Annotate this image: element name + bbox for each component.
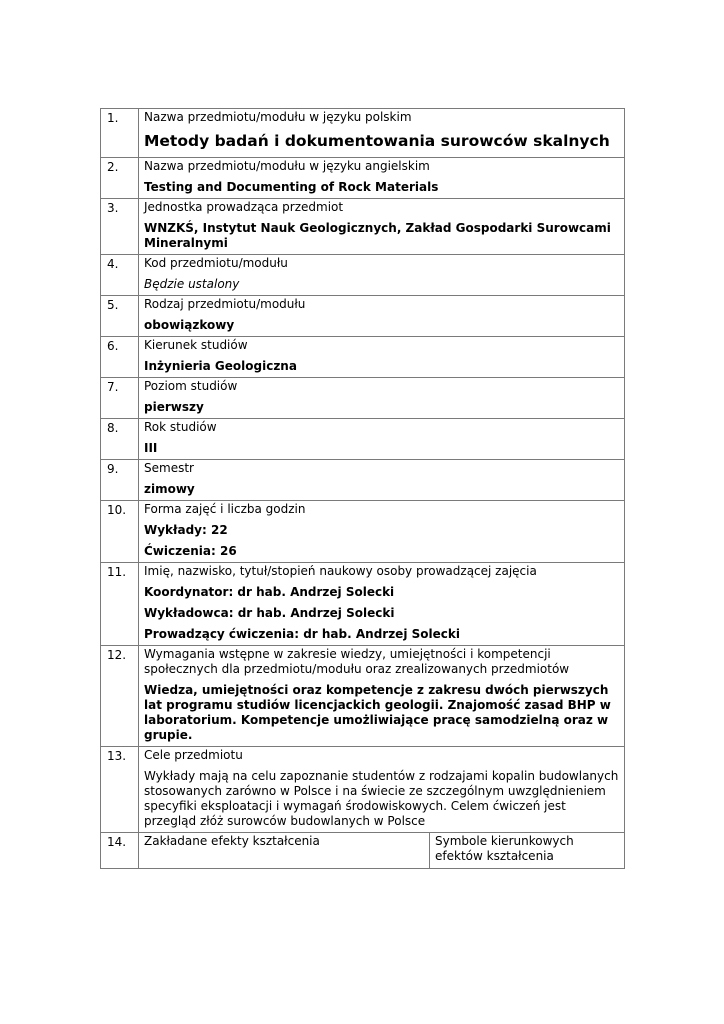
table-row bbox=[101, 158, 625, 199]
field-label: Rok studiów bbox=[144, 420, 217, 434]
course-objectives: Wykłady mają na celu zapoznanie studentów z rodzajami kopalin budowlanych stosowanych zarówno w Polsce i na świecie ze szczególnym uwzględnieniem specyfiki eksploatacji i wymagań środowiskowych. Celem ćwiczeń jest przegląd złóż surowców budowlanych w Polsce bbox=[144, 769, 619, 828]
semester: zimowy bbox=[144, 482, 195, 496]
course-syllabus-sheet bbox=[100, 108, 624, 869]
lecturer: Wykładowca: dr hab. Andrzej Solecki bbox=[144, 606, 395, 620]
field-label: Nazwa przedmiotu/modułu w języku polskim bbox=[144, 110, 412, 124]
table-row bbox=[101, 833, 625, 869]
table-row bbox=[101, 337, 625, 378]
table-row bbox=[101, 563, 625, 646]
course-title-pl: Metody badań i dokumentowania surowców skalnych bbox=[144, 132, 610, 150]
field-label: Imię, nazwisko, tytuł/stopień naukowy osoby prowadzącej zajęcia bbox=[144, 564, 537, 578]
field-label: Wymagania wstępne w zakresie wiedzy, umiejętności i kompetencji społecznych dla przedmiotu/modułu oraz zrealizowanych przedmiotów bbox=[144, 647, 570, 676]
prerequisites: Wiedza, umiejętności oraz kompetencje z zakresu dwóch pierwszych lat programu studiów licencjackich geologii. Znajomość zasad BHP w laboratorium. Kompetencje umożliwiające pracę samodzielną oraz w grupie. bbox=[144, 683, 611, 742]
field-label: Rodzaj przedmiotu/modułu bbox=[144, 297, 306, 311]
course-type: obowiązkowy bbox=[144, 318, 235, 332]
row-number: 12. bbox=[101, 646, 139, 747]
table-row bbox=[101, 199, 625, 255]
row-number: 9. bbox=[101, 460, 139, 501]
field-of-study: Inżynieria Geologiczna bbox=[144, 359, 297, 373]
course-info-table bbox=[100, 108, 625, 869]
row-number: 10. bbox=[101, 501, 139, 563]
field-label: Nazwa przedmiotu/modułu w języku angielskim bbox=[144, 159, 430, 173]
course-code: Będzie ustalony bbox=[144, 277, 240, 291]
exercise-hours: Ćwiczenia: 26 bbox=[144, 544, 237, 558]
field-label: Semestr bbox=[144, 461, 194, 475]
learning-outcomes-header: Zakładane efekty kształcenia bbox=[139, 833, 430, 869]
row-number: 8. bbox=[101, 419, 139, 460]
table-row bbox=[101, 378, 625, 419]
row-number: 4. bbox=[101, 255, 139, 296]
row-number: 7. bbox=[101, 378, 139, 419]
table-row bbox=[101, 109, 625, 158]
field-label: Forma zajęć i liczba godzin bbox=[144, 502, 306, 516]
outcome-symbols-header: Symbole kierunkowych efektów kształcenia bbox=[430, 833, 625, 869]
study-level: pierwszy bbox=[144, 400, 204, 414]
row-number: 3. bbox=[101, 199, 139, 255]
row-number: 13. bbox=[101, 747, 139, 833]
table-row bbox=[101, 296, 625, 337]
table-row bbox=[101, 419, 625, 460]
field-label: Jednostka prowadząca przedmiot bbox=[144, 200, 344, 214]
table-row bbox=[101, 255, 625, 296]
field-label: Cele przedmiotu bbox=[144, 748, 243, 762]
field-label: Kod przedmiotu/modułu bbox=[144, 256, 288, 270]
field-label: Poziom studiów bbox=[144, 379, 238, 393]
lecture-hours: Wykłady: 22 bbox=[144, 523, 228, 537]
exercise-instructor: Prowadzący ćwiczenia: dr hab. Andrzej Solecki bbox=[144, 627, 460, 641]
row-number: 5. bbox=[101, 296, 139, 337]
year-of-study: III bbox=[144, 441, 158, 455]
row-number: 14. bbox=[101, 833, 139, 869]
row-number: 6. bbox=[101, 337, 139, 378]
table-row bbox=[101, 646, 625, 747]
coordinator: Koordynator: dr hab. Andrzej Solecki bbox=[144, 585, 395, 599]
course-title-en: Testing and Documenting of Rock Materials bbox=[144, 180, 439, 194]
field-label: Kierunek studiów bbox=[144, 338, 248, 352]
row-number: 11. bbox=[101, 563, 139, 646]
table-row bbox=[101, 747, 625, 833]
row-number: 1. bbox=[101, 109, 139, 158]
organizational-unit: WNZKŚ, Instytut Nauk Geologicznych, Zakład Gospodarki Surowcami Mineralnymi bbox=[144, 221, 611, 250]
row-number: 2. bbox=[101, 158, 139, 199]
table-row bbox=[101, 501, 625, 563]
table-row bbox=[101, 460, 625, 501]
